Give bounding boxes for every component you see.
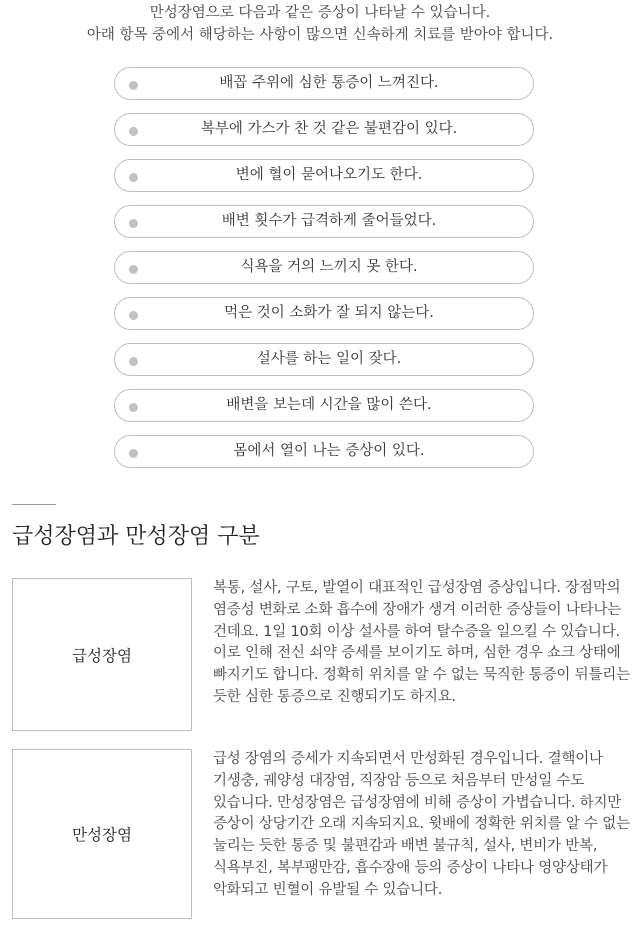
checklist-item[interactable]: [114, 113, 534, 146]
checklist-item[interactable]: [114, 205, 534, 238]
intro-line-2: 아래 항목 중에서 해당하는 사항이 많으면 신속하게 치료를 받아야 합니다.: [86, 27, 554, 43]
intro-text: [0, 2, 640, 46]
section-title: 급성장염과 만성장염 구분: [12, 524, 260, 549]
section-divider: [12, 504, 56, 505]
checklist-item-label: 변에 혈이 묻어나오기도 한다.: [235, 167, 423, 183]
term-box-acute: 급성장염: [12, 578, 192, 731]
checklist-item[interactable]: [114, 67, 534, 100]
checklist-item[interactable]: [114, 435, 534, 468]
checklist-item[interactable]: [114, 159, 534, 192]
checklist-item[interactable]: [114, 251, 534, 284]
checklist-item-label: 복부에 가스가 찬 것 같은 불편감이 있다.: [200, 121, 458, 137]
checklist-item-label: 배꼽 주위에 심한 통증이 느껴진다.: [219, 75, 439, 91]
checklist-item-label: 몸에서 열이 나는 증상이 있다.: [233, 443, 425, 459]
checklist-item-label: 먹은 것이 소화가 잘 되지 않는다.: [224, 305, 434, 321]
checklist-item[interactable]: [114, 389, 534, 422]
checklist-item-label: 배변 횟수가 급격하게 줄어들었다.: [221, 213, 437, 229]
checklist-item-label: 배변을 보는데 시간을 많이 쓴다.: [226, 397, 432, 413]
term-description-acute: 복통, 설사, 구토, 발열이 대표적인 급성장염 증상입니다. 장점막의 염증성 변화로 소화 흡수에 장애가 생겨 이러한 증상들이 나타나는 건데요. 1일 10회 이상 설사를 하여 탈수증을 일으킬 수 있습니다. 이로 인해 전신 쇠약 증세를 보이기도 하며, 심한 경우 쇼크 상태에 빠지기도 합니다. 정확히 위치를 알 수 없는 묵직한 통증이 뒤틀리는 듯한 심한 통증으로 진행되기도 하지요.: [213, 580, 630, 705]
checklist-item[interactable]: [114, 343, 534, 376]
term-box-chronic: 만성장염: [12, 749, 192, 919]
symptom-checklist: [114, 67, 534, 481]
intro-line-1: 만성장염으로 다음과 같은 증상이 나타날 수 있습니다.: [149, 5, 491, 21]
term-description-chronic: 급성 장염의 증세가 지속되면서 만성화된 경우입니다. 결핵이나 기생충, 궤양성 대장염, 직장암 등으로 처음부터 만성일 수도 있습니다. 만성장염은 급성장염에 비해 증상이 가볍습니다. 하지만 증상이 상당기간 오래 지속되지요. 윗배에 정확한 위치를 알 수 없는 눌리는 듯한 통증 및 불편감과 배변 불규칙, 설사, 변비가 반복, 식욕부진, 복부팽만감, 흡수장애 등의 증상이 나타나 영양상태가 악화되고 빈혈이 유발될 수 있습니다.: [213, 751, 630, 898]
checklist-item-label: 설사를 하는 일이 잦다.: [256, 351, 402, 367]
checklist-item-label: 식욕을 거의 느끼지 못 한다.: [240, 259, 418, 275]
checklist-item[interactable]: [114, 297, 534, 330]
